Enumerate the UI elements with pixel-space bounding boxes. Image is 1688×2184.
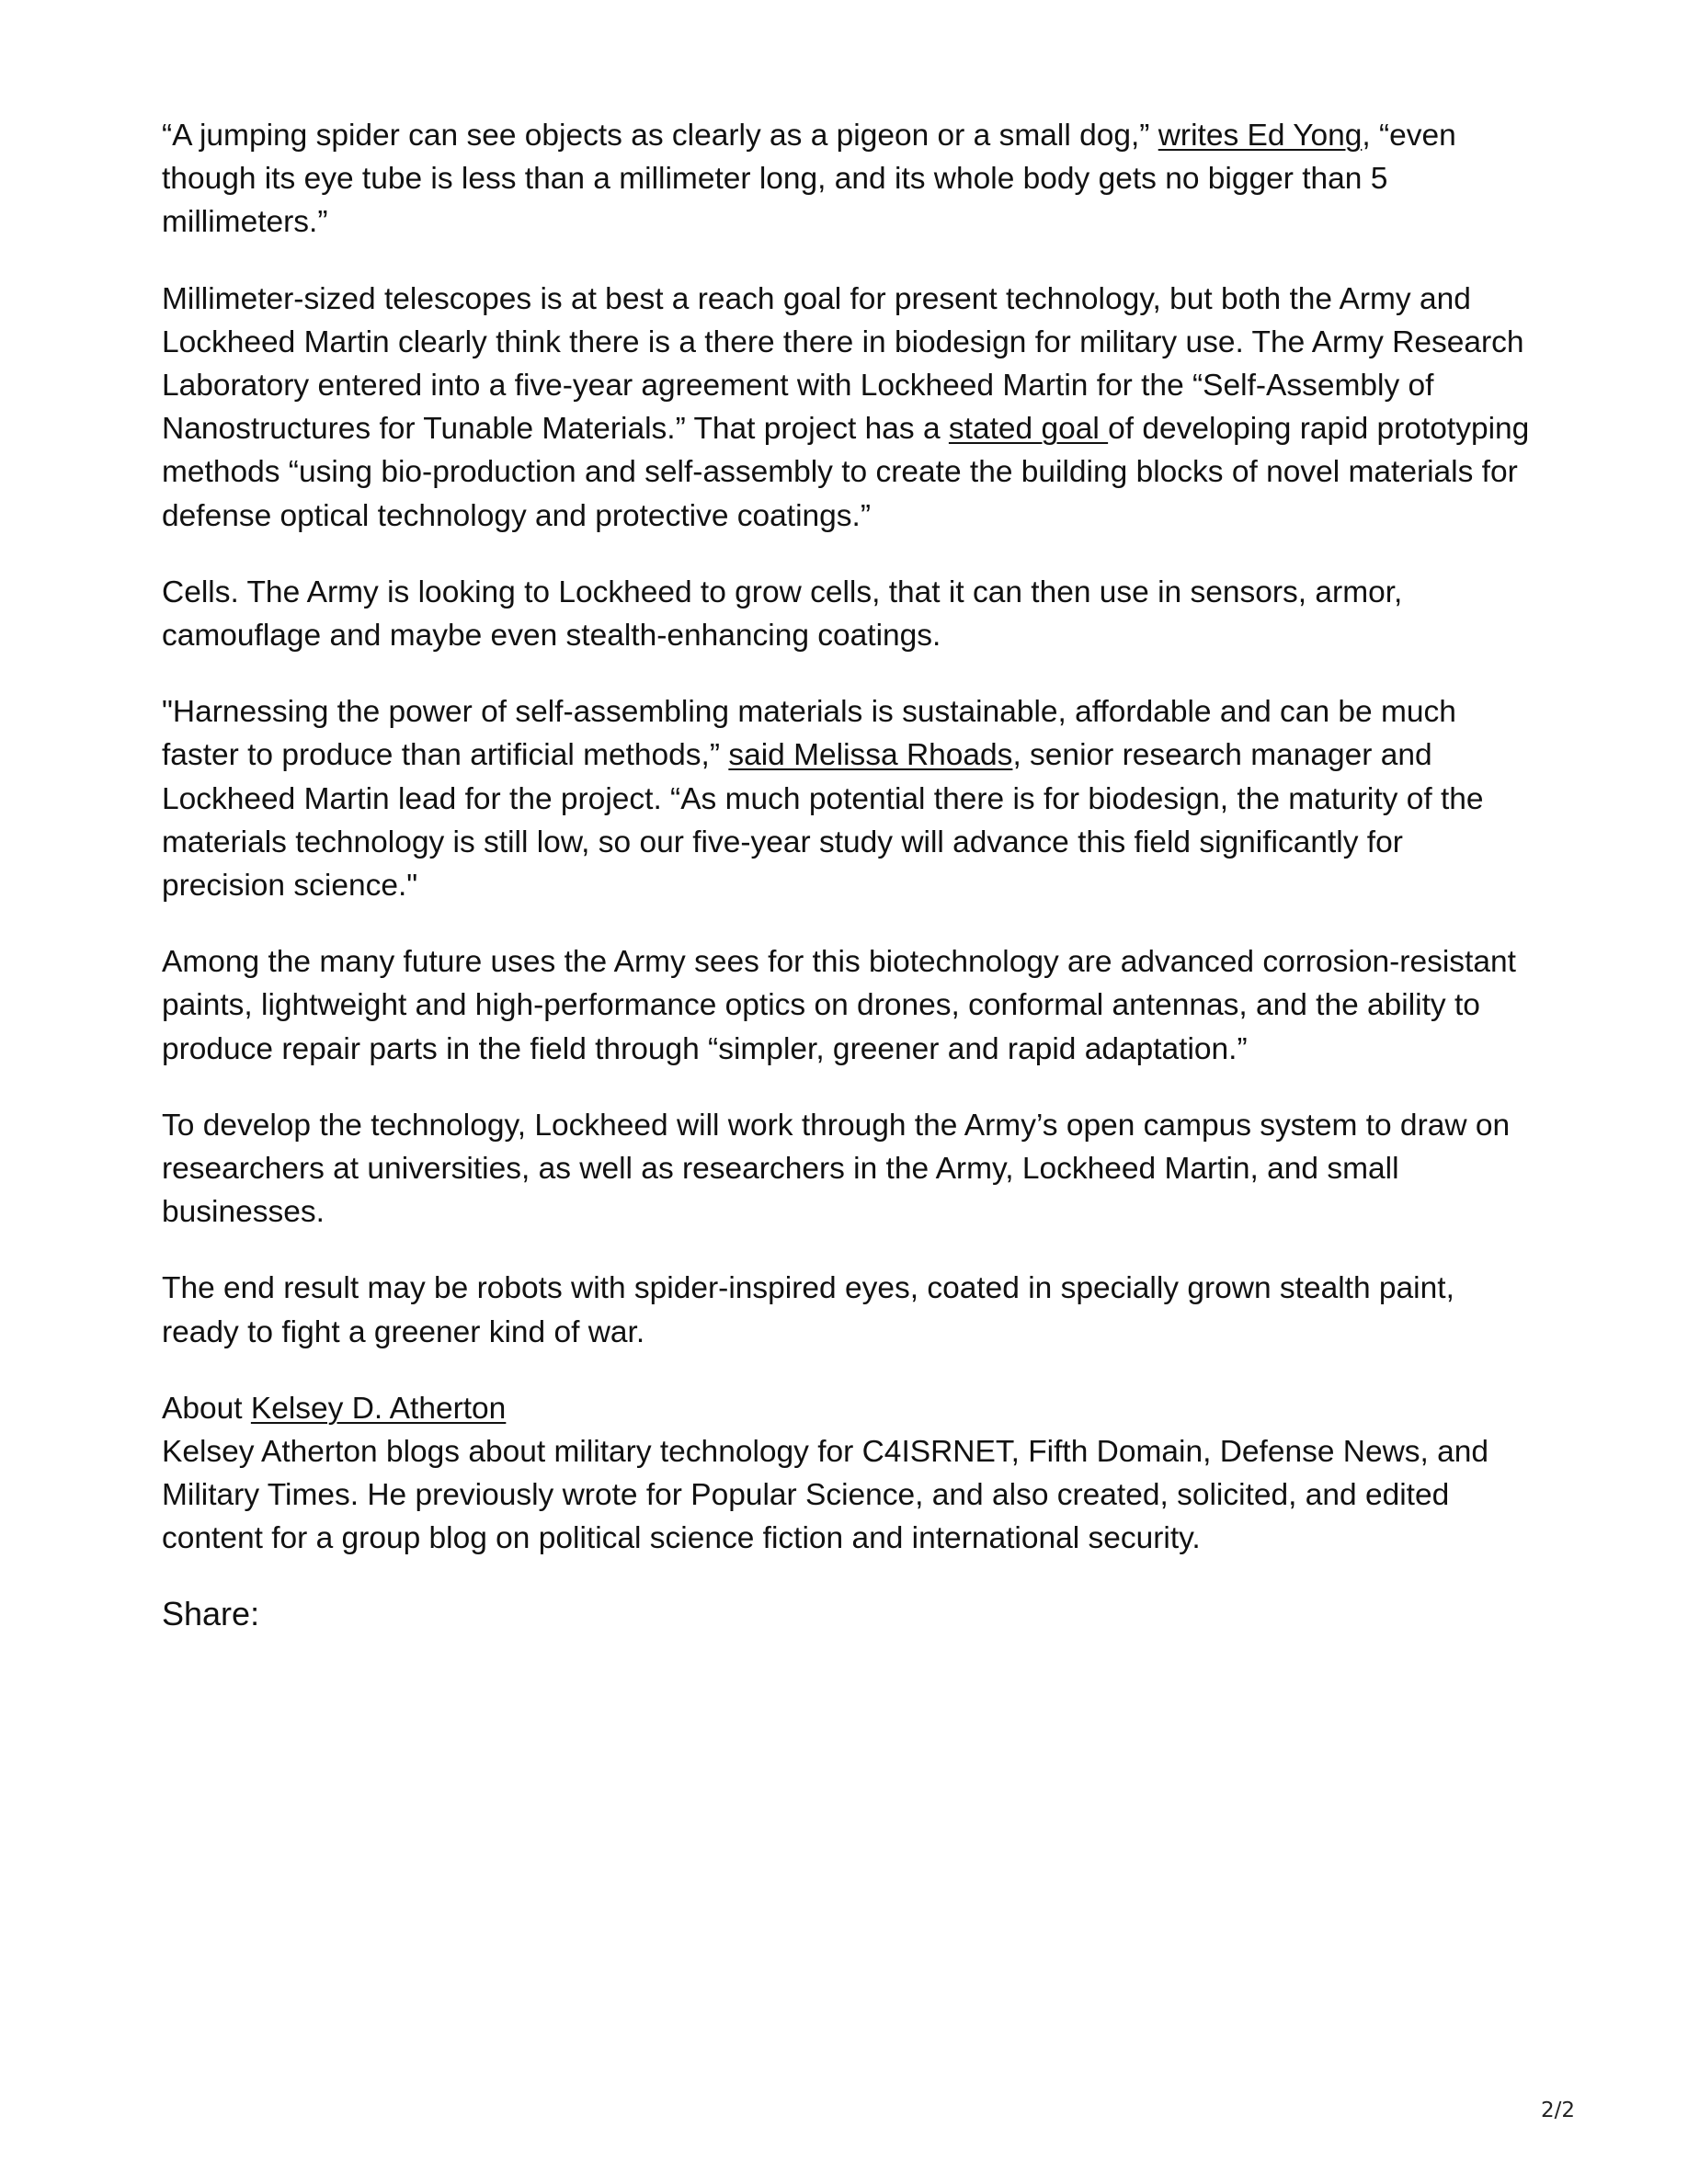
paragraph-end-result: The end result may be robots with spider-inspired eyes, coated in specially grown stealth paint, ready to fight a greener kind of war. bbox=[162, 1271, 1454, 1349]
paragraph-melissa-rhoads-quote bbox=[162, 690, 1532, 907]
paragraph-text: , senior research manager and Lockheed Martin lead for the project. “As much potential there is for biodesign, the maturity of the materials technology is still low, so our five-year study will advance this field significantly for precision science." bbox=[162, 738, 1484, 904]
paragraph-text: "Harnessing the power of self-assembling materials is sustainable, affordable and can be much faster to produce than artificial methods,” bbox=[162, 695, 1456, 773]
author-bio-text: Kelsey Atherton blogs about military technology for C4ISRNET, Fifth Domain, Defense News, and Military Times. He previously wrote for Popular Science, and also created, solicited, and edited content for a group blog on political science fiction and international security. bbox=[162, 1435, 1489, 1556]
paragraph-open-campus: To develop the technology, Lockheed will work through the Army’s open campus system to draw on researchers at universities, as well as researchers in the Army, Lockheed Martin, and small businesses. bbox=[162, 1108, 1511, 1230]
paragraph-millimeter-telescopes bbox=[162, 278, 1532, 538]
author-heading bbox=[162, 1387, 1532, 1430]
paragraph-jumping-spider bbox=[162, 114, 1532, 245]
paragraph-cells: Cells. The Army is looking to Lockheed to grow cells, that it can then use in sensors, armor, camouflage and maybe even stealth-enhancing coatings. bbox=[162, 574, 1403, 654]
paragraph-future-uses: Among the many future uses the Army sees for this biotechnology are advanced corrosion-resistant paints, lightweight and high-performance optics on drones, conformal antennas, and the ability to produce repair parts in the field through “simpler, greener and rapid adaptation.” bbox=[162, 945, 1516, 1066]
about-prefix: About bbox=[162, 1391, 251, 1426]
share-label: Share: bbox=[162, 1594, 260, 1632]
article-body bbox=[162, 114, 1532, 1669]
paragraph-text: Millimeter-sized telescopes is at best a reach goal for present technology, but both the Army and Lockheed Martin clearly think there is a there there in biodesign for military use. The Army Research Laboratory entered into a five-year agreement with Lockheed Martin for the “Self-Assembly of Nanostructures for Tunable Materials.” That project has a bbox=[162, 281, 1524, 447]
page-number: 2/2 bbox=[1541, 2099, 1576, 2122]
link-writes-ed-yong[interactable]: writes Ed Yong bbox=[1158, 119, 1363, 153]
link-author-kelsey-atherton[interactable]: Kelsey D. Atherton bbox=[250, 1391, 507, 1426]
paragraph-text: of developing rapid prototyping methods “using bio-production and self-assembly to create the building blocks of novel materials for defense optical technology and protective coatings.” bbox=[162, 412, 1530, 533]
paragraph-text: “A jumping spider can see objects as clearly as a pigeon or a small dog,” bbox=[162, 119, 1158, 153]
paragraph-text: , “even though its eye tube is less than a millimeter long, and its whole body gets no bigger than 5 millimeters.” bbox=[162, 119, 1456, 240]
author-bio-section bbox=[162, 1387, 1532, 1561]
link-stated-goal[interactable]: stated goal bbox=[948, 412, 1109, 447]
link-said-melissa-rhoads[interactable]: said Melissa Rhoads bbox=[728, 738, 1013, 773]
